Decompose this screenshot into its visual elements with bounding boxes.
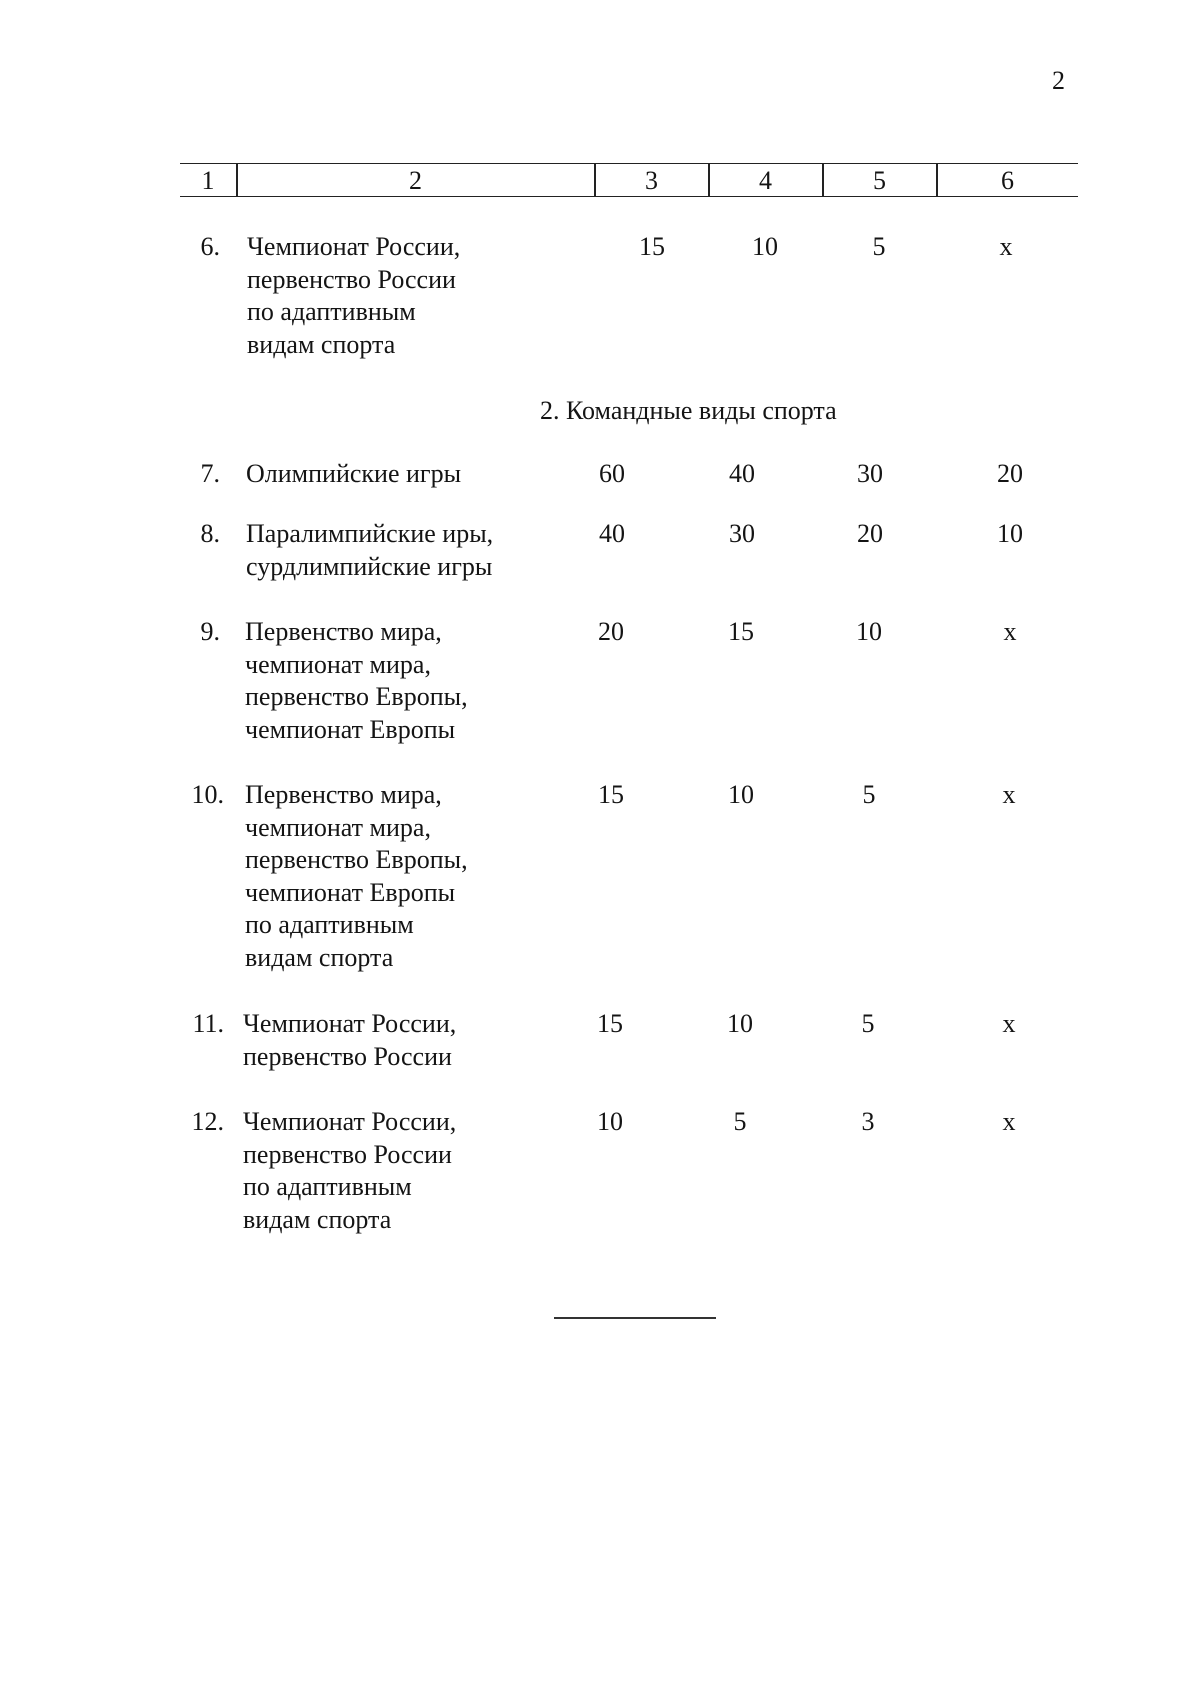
row-name: Олимпийские игры <box>246 459 462 488</box>
row-value-col6: х <box>1002 1009 1016 1038</box>
row-value-col4: 30 <box>729 519 755 548</box>
page-number: 2 <box>1052 66 1065 95</box>
row-value-col3: 10 <box>597 1107 623 1136</box>
row-value-col3: 20 <box>598 617 624 646</box>
table-header <box>180 163 1078 197</box>
row-value-col3: 60 <box>599 459 625 488</box>
header-col-2: 2 <box>409 166 422 195</box>
row-value-col6: х <box>999 232 1013 261</box>
row-value-col6: 10 <box>997 519 1023 548</box>
row-value-col4: 10 <box>727 1009 753 1038</box>
row-value-col4: 10 <box>752 232 778 261</box>
row-value-col4: 10 <box>728 780 754 809</box>
row-number: 11. <box>192 1009 224 1038</box>
header-col-6: 6 <box>1001 166 1014 195</box>
row-value-col5: 5 <box>862 780 876 809</box>
header-col-3: 3 <box>645 166 658 195</box>
row-value-col5: 30 <box>857 459 883 488</box>
header-col-5: 5 <box>873 166 886 195</box>
row-value-col4: 5 <box>733 1107 747 1136</box>
header-col-1: 1 <box>201 166 215 195</box>
row-value-col5: 3 <box>861 1107 875 1136</box>
row-value-col5: 5 <box>872 232 886 261</box>
row-value-col4: 15 <box>728 617 754 646</box>
row-value-col5: 20 <box>857 519 883 548</box>
row-name: Чемпионат России, первенство России по адаптивным видам спорта <box>247 232 461 359</box>
row-number: 7. <box>200 459 220 488</box>
row-name: Чемпионат России, первенство России <box>243 1009 457 1071</box>
row-number: 6. <box>200 232 220 261</box>
row-value-col5: 10 <box>856 617 882 646</box>
row-number: 8. <box>200 519 220 548</box>
section-title: 2. Командные виды спорта <box>540 396 837 425</box>
row-number: 9. <box>200 617 220 646</box>
row-name: Первенство мира, чемпионат мира, первенство Европы, чемпионат Европы <box>245 617 468 744</box>
row-value-col6: х <box>1002 1107 1016 1136</box>
row-number: 10. <box>191 780 224 809</box>
row-value-col6: х <box>1002 780 1016 809</box>
row-number: 12. <box>191 1107 224 1136</box>
row-value-col6: х <box>1003 617 1017 646</box>
row-name: Паралимпийские иры, сурдлимпийские игры <box>246 519 494 581</box>
end-of-document-rule <box>554 1317 716 1319</box>
row-value-col4: 40 <box>729 459 755 488</box>
row-value-col3: 15 <box>597 1009 623 1038</box>
row-value-col3: 15 <box>639 232 665 261</box>
row-value-col5: 5 <box>861 1009 875 1038</box>
row-name: Первенство мира, чемпионат мира, первенство Европы, чемпионат Европы по адаптивным видам спорта <box>245 780 468 972</box>
row-value-col3: 40 <box>599 519 625 548</box>
row-value-col6: 20 <box>997 459 1023 488</box>
row-name: Чемпионат России, первенство России по адаптивным видам спорта <box>243 1107 457 1234</box>
row-value-col3: 15 <box>598 780 624 809</box>
header-col-4: 4 <box>759 166 772 195</box>
